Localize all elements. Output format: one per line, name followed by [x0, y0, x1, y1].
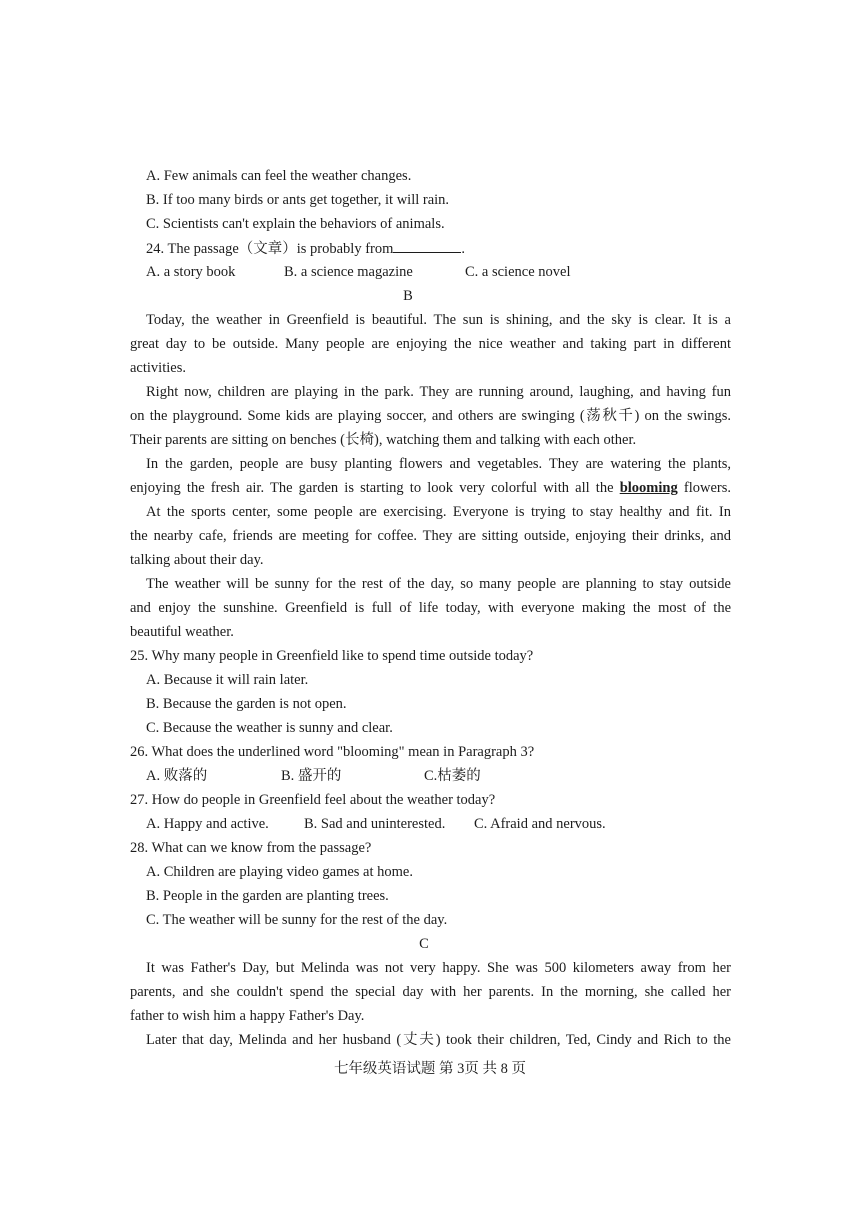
q23-option-c: C. Scientists can't explain the behaviors of animals.: [146, 216, 445, 232]
c-p1-line2: parents, and she couldn't spend the special day with her parents. In the morning, she called her: [130, 984, 731, 1000]
c-p1-line3: father to wish him a happy Father's Day.: [130, 1008, 365, 1024]
q24-stem-text: 24. The passage（文章）is probably from: [146, 241, 394, 257]
q25-stem: 25. Why many people in Greenfield like to spend time outside today?: [130, 648, 534, 664]
b-p4-line3: talking about their day.: [130, 552, 264, 568]
q26-option-b: B. 盛开的: [281, 768, 342, 784]
q26-option-a: A. 败落的: [146, 768, 208, 784]
q28-option-c: C. The weather will be sunny for the rest of the day.: [146, 912, 448, 928]
b-p2-line2: on the playground. Some kids are playing soccer, and others are swinging (荡秋千) on the swings.: [130, 408, 731, 424]
b-p3-line2-text: enjoying the fresh air. The garden is starting to look very colorful with all the: [130, 480, 614, 496]
q24-option-b: B. a science magazine: [284, 264, 413, 280]
q25-option-a: A. Because it will rain later.: [146, 672, 309, 688]
q24-stem: [146, 238, 731, 259]
b-p1-line3: activities.: [130, 360, 186, 376]
q27-option-a: A. Happy and active.: [146, 816, 269, 832]
q23-option-b: B. If too many birds or ants get together, it will rain.: [146, 192, 450, 208]
q24-stem-end: .: [461, 241, 466, 257]
section-c-heading: C: [419, 936, 429, 952]
b-p3-line1: In the garden, people are busy planting flowers and vegetables. They are watering the plants,: [146, 456, 731, 472]
page-footer: 七年级英语试题 第 3页 共 8 页: [333, 1061, 527, 1077]
q25-option-c: C. Because the weather is sunny and clear.: [146, 720, 393, 736]
q28-option-b: B. People in the garden are planting trees.: [146, 888, 389, 904]
q25-option-b: B. Because the garden is not open.: [146, 696, 347, 712]
b-p2-line1: Right now, children are playing in the park. They are running around, laughing, and having fun: [146, 384, 731, 400]
c-p2-line1: Later that day, Melinda and her husband (丈夫) took their children, Ted, Cindy and Rich to the: [146, 1032, 731, 1048]
b-p5-line3: beautiful weather.: [130, 624, 234, 640]
c-p1-line1: It was Father's Day, but Melinda was not very happy. She was 500 kilometers away from her: [146, 960, 731, 976]
q26-option-c: C.枯萎的: [424, 768, 481, 784]
section-b-heading: B: [403, 288, 413, 304]
q28-stem: 28. What can we know from the passage?: [130, 840, 372, 856]
b-p5-line2: and enjoy the sunshine. Greenfield is full of life today, with everyone making the most of the: [130, 600, 731, 616]
b-p1-line1: Today, the weather in Greenfield is beautiful. The sun is shining, and the sky is clear. It is a: [146, 312, 731, 328]
underlined-word: blooming: [619, 480, 678, 496]
q23-option-a: A. Few animals can feel the weather changes.: [146, 168, 412, 184]
b-p2-line3: Their parents are sitting on benches (长椅), watching them and talking with each other.: [130, 432, 637, 448]
q27-option-c: C. Afraid and nervous.: [474, 816, 606, 832]
b-p5-line1: The weather will be sunny for the rest of the day, so many people are planning to stay outside: [146, 576, 731, 592]
b-p4-line1: At the sports center, some people are exercising. Everyone is trying to stay healthy and fit. In: [146, 504, 731, 520]
q24-option-c: C. a science novel: [465, 264, 571, 280]
b-p4-line2: the nearby cafe, friends are meeting for coffee. They are sitting outside, enjoying their drinks, and: [130, 528, 731, 544]
q24-option-a: A. a story book: [146, 264, 236, 280]
b-p1-line2: great day to be outside. Many people are enjoying the nice weather and taking part in different: [130, 336, 731, 352]
answer-blank: [393, 238, 461, 253]
q28-option-a: A. Children are playing video games at home.: [146, 864, 413, 880]
b-p3-line2-end: flowers.: [683, 480, 731, 496]
q26-stem: 26. What does the underlined word "blooming" mean in Paragraph 3?: [130, 744, 535, 760]
q27-option-b: B. Sad and uninterested.: [304, 816, 446, 832]
b-p3-line2: [130, 478, 731, 498]
q27-stem: 27. How do people in Greenfield feel about the weather today?: [130, 792, 496, 808]
